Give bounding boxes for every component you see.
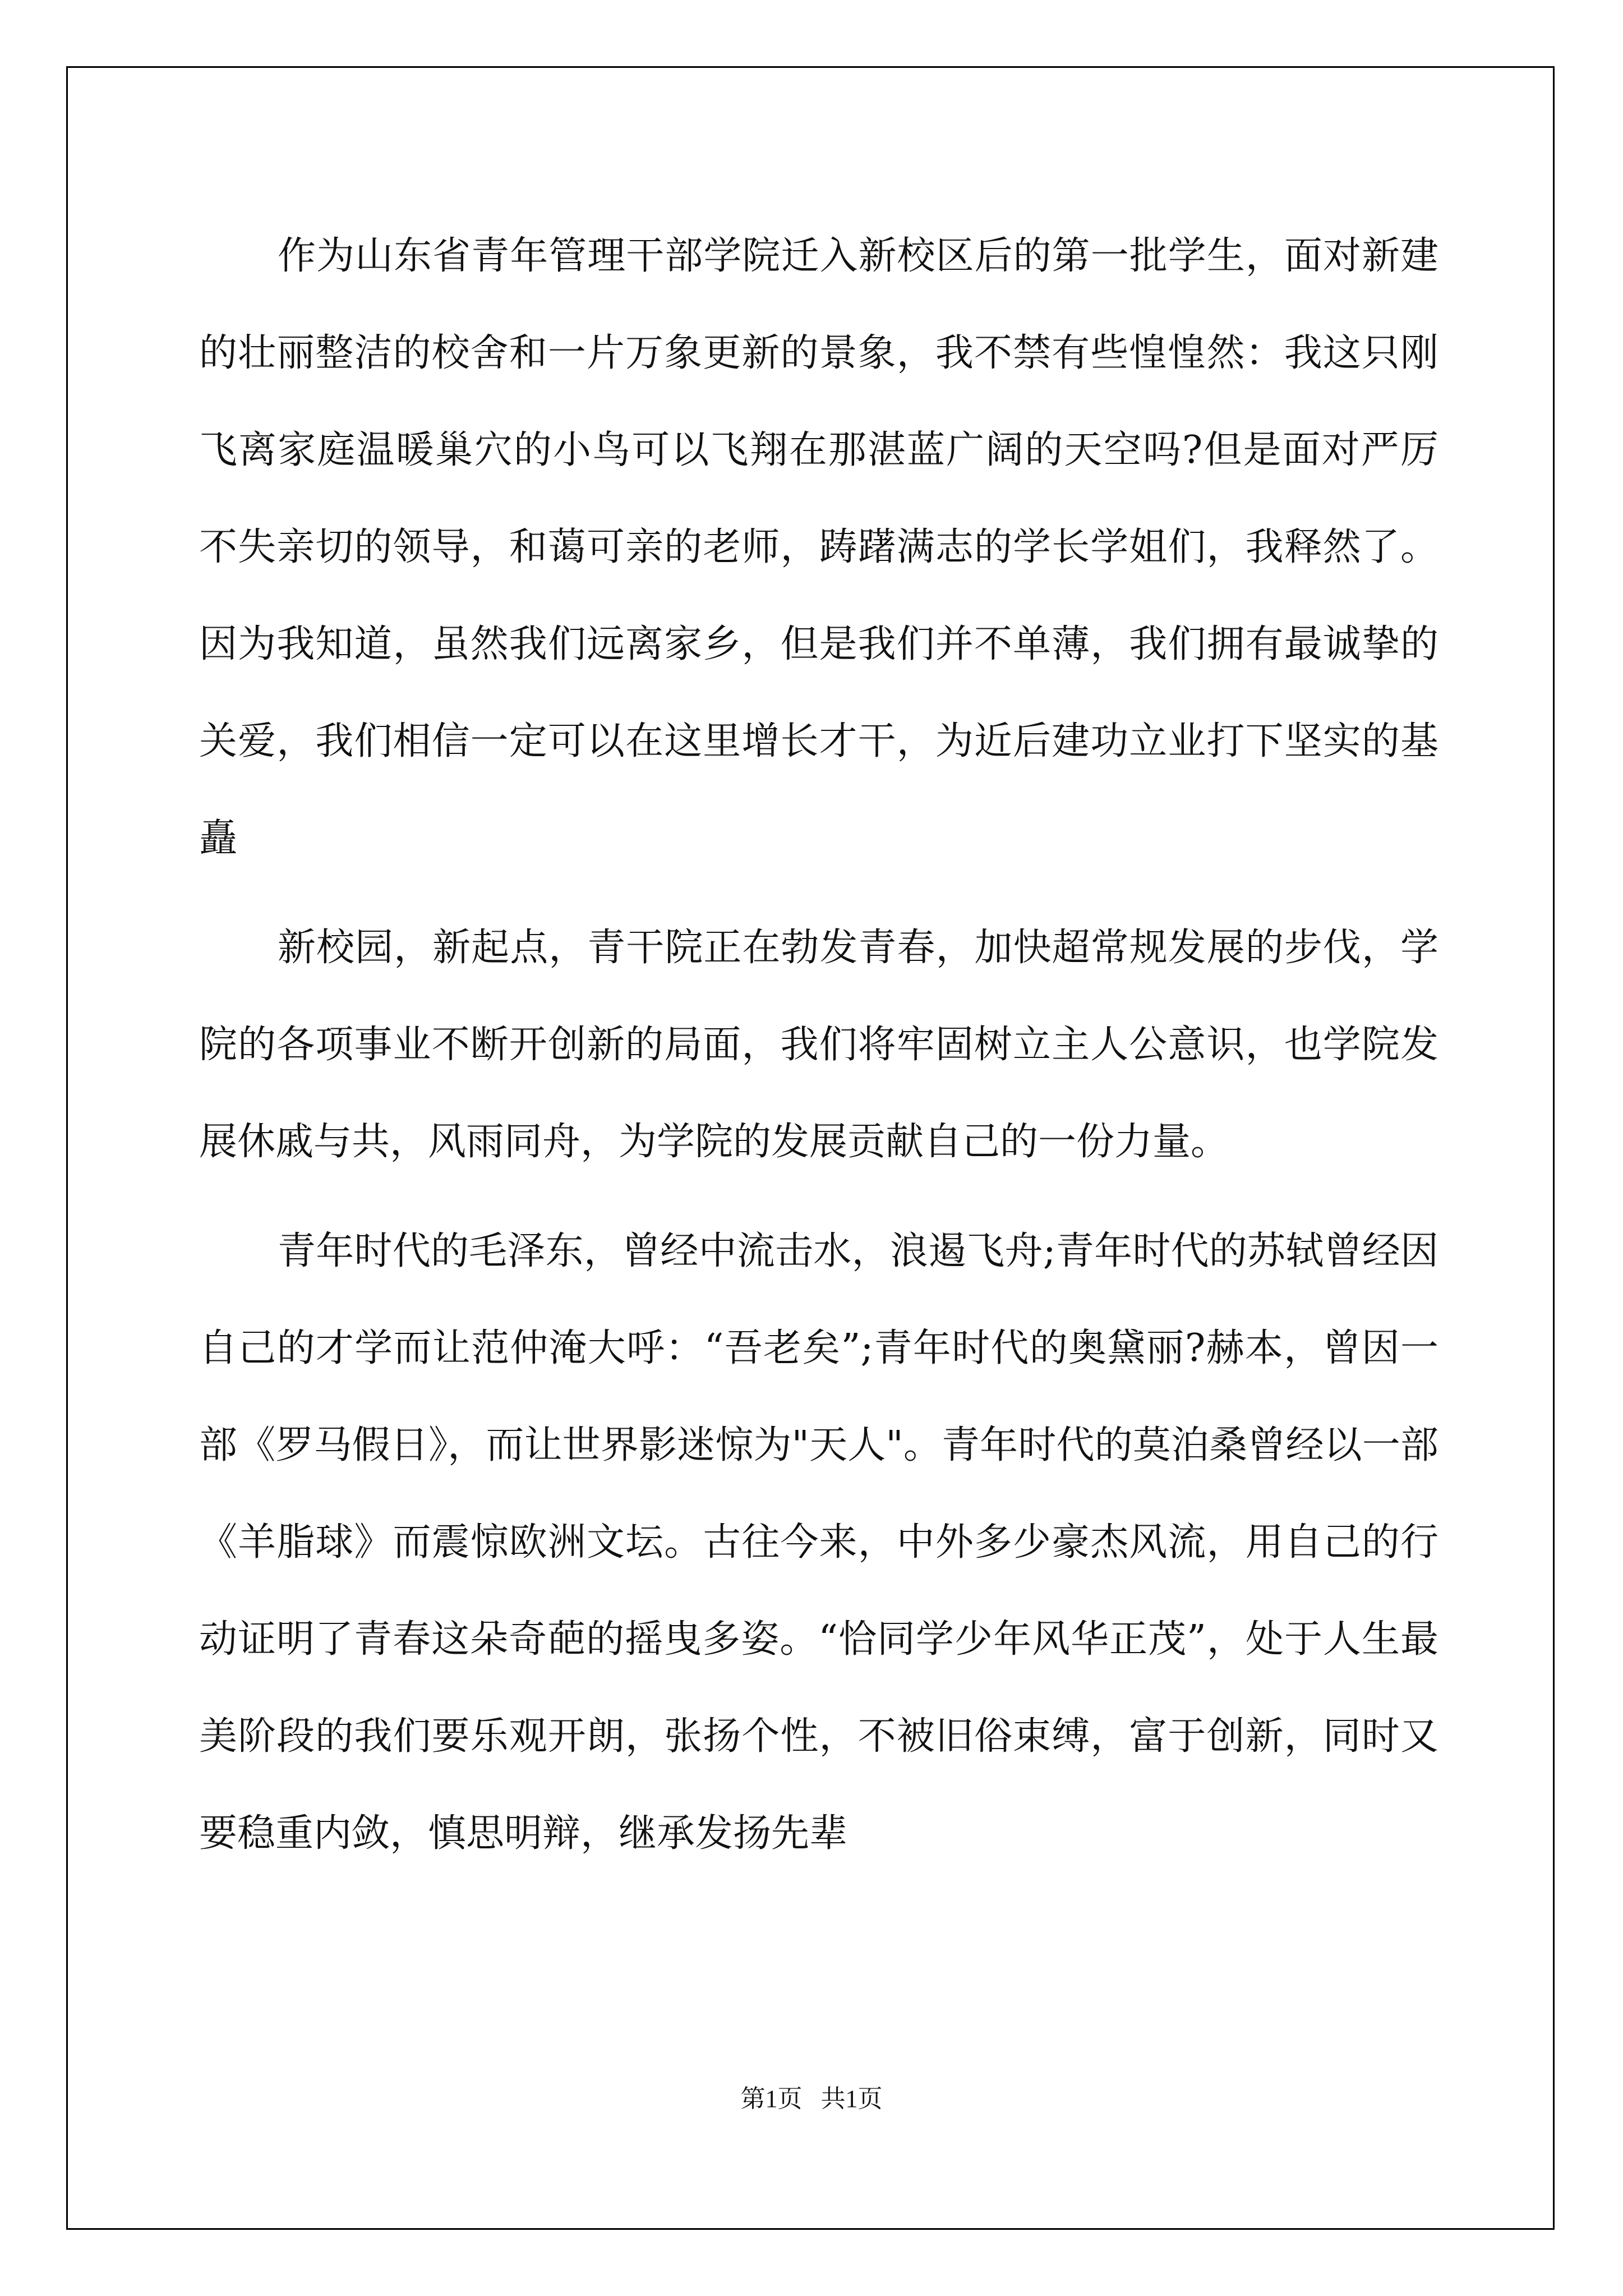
paragraph-1: 作为山东省青年管理干部学院迁入新校区后的第一批学生，面对新建的壮丽整洁的校舍和一片万象更新的景象，我不禁有些惶惶然：我这只刚飞离家庭温暖巢穴的小鸟可以飞翔在那湛蓝广阔的天空吗?但是面对严厉不失亲切的领导，和蔼可亲的老师，踌躇满志的学长学姐们，我释然了。因为我知道，虽然我们远离家乡，但是我们并不单薄，我们拥有最诚挚的关爱，我们相信一定可以在这里增长才干，为近后建功立业打下坚实的基矗 <box>199 234 1438 861</box>
paragraph-2: 新校园，新起点，青干院正在勃发青春，加快超常规发展的步伐，学院的各项事业不断开创新的局面，我们将牢固树立主人公意识，也学院发展休戚与共，风雨同舟，为学院的发展贡献自己的一份力量。 <box>199 926 1438 1164</box>
page-number-footer: 第1页 共1页 <box>740 2085 883 2113</box>
document-body <box>199 208 1438 1894</box>
paragraph-3: 青年时代的毛泽东，曾经中流击水，浪遏飞舟;青年时代的苏轼曾经因自己的才学而让范仲淹大呼：“吾老矣”;青年时代的奥黛丽?赫本，曾因一部《罗马假日》，而让世界影迷惊为"天人"。青年时代的莫泊桑曾经以一部《羊脂球》而震惊欧洲文坛。古往今来，中外多少豪杰风流，用自己的行动证明了青春这朵奇葩的摇曳多姿。“恰同学少年风华正茂”，处于人生最美阶段的我们要乐观开朗，张扬个性，不被旧俗束缚，富于创新，同时又要稳重内敛，慎思明辩，继承发扬先辈 <box>199 1229 1438 1856</box>
